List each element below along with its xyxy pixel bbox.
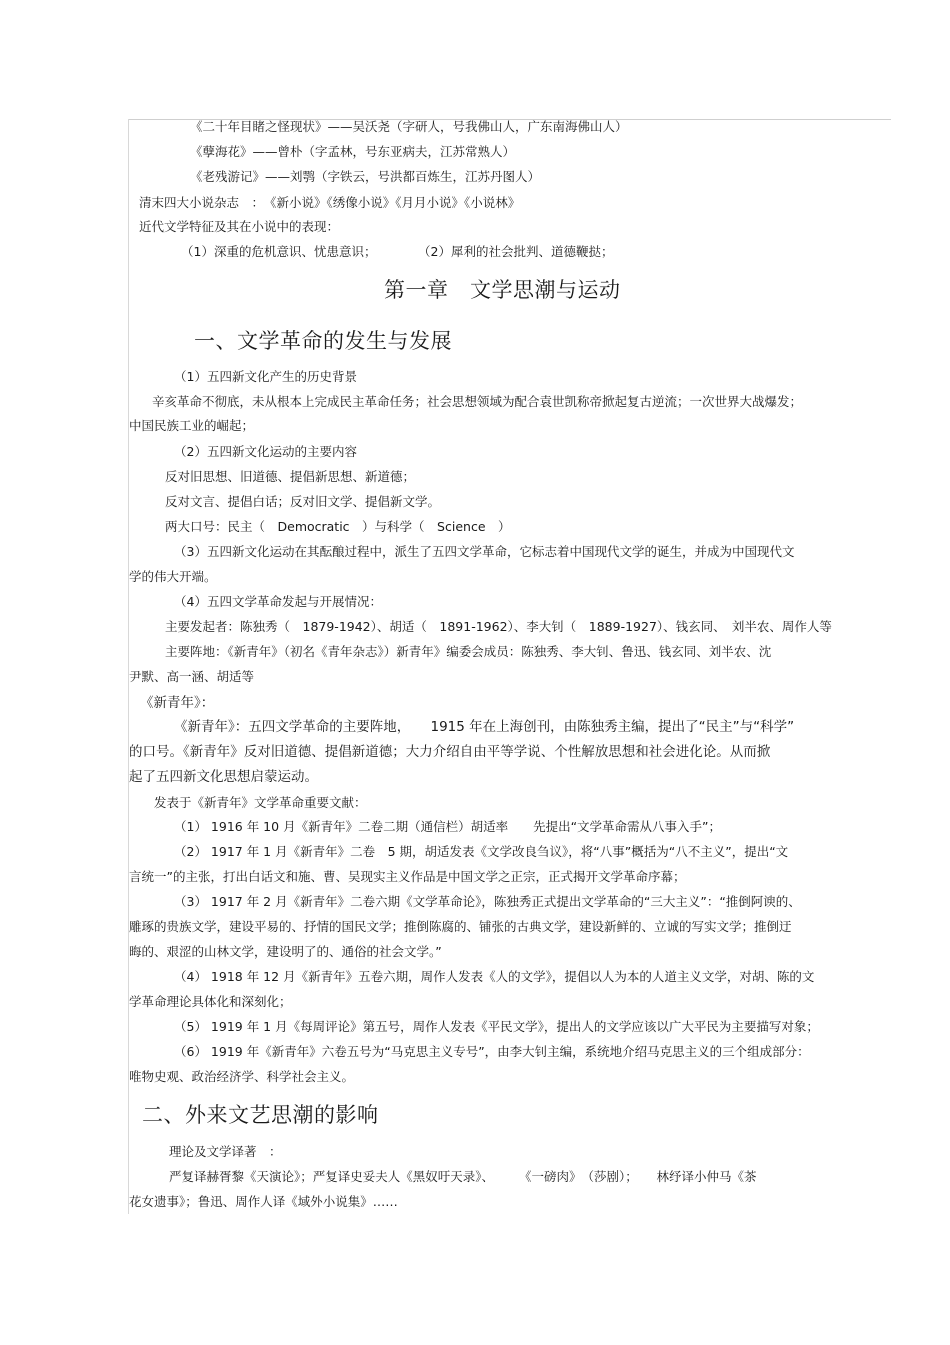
text-line: 《老残游记》——刘鹗（字铁云，号洪都百炼生，江苏丹图人） bbox=[190, 169, 541, 184]
text-line: （4） 1918 年 12 月《新青年》五卷六期，周作人发表《人的文学》，提倡以人为本的人道主义文学，对胡、陈的文 bbox=[174, 969, 815, 984]
text-line: 晦的、艰涩的山林文学，建设明了的、通俗的社会文学。” bbox=[129, 944, 442, 959]
text-line: （5） 1919 年 1 月《每周评论》第五号，周作人发表《平民文学》，提出人的文学应该以广大平民为主要描写对象； bbox=[174, 1019, 819, 1034]
text-line: 花女遗事》；鲁迅、周作人译《域外小说集》…… bbox=[129, 1194, 398, 1209]
text-line: 《孽海花》——曾朴（字孟林，号东亚病夫，江苏常熟人） bbox=[190, 144, 516, 159]
text-line: 的口号。《新青年》反对旧道德、提倡新道德；大力介绍自由平等学说、个性解放思想和社会进化论。从而掀 bbox=[129, 744, 771, 760]
text-line: 清末四大小说杂志 ： 《新小说》《绣像小说》《月月小说》《小说林》 bbox=[139, 195, 521, 210]
text-line: 严复译赫胥黎《天演论》；严复译史妥夫人《黑奴吁天录》、 《一磅肉》 （莎剧）； 林纾译小仲马《茶 bbox=[169, 1169, 757, 1184]
text-line: 学的伟大开端。 bbox=[129, 569, 217, 584]
text-line: 辛亥革命不彻底，未从根本上完成民主革命任务；社会思想领域为配合袁世凯称帝掀起复古逆流；一次世界大战爆发； bbox=[152, 394, 803, 409]
text-line: 中国民族工业的崛起； bbox=[129, 418, 255, 433]
text-line: 理论及文学译著 ： bbox=[169, 1144, 282, 1159]
text-line: 起了五四新文化思想启蒙运动。 bbox=[129, 769, 318, 785]
text-line: （1）深重的危机意识、忧患意识； bbox=[181, 244, 377, 259]
text-line: （4）五四文学革命发起与开展情况： bbox=[174, 594, 382, 609]
text-line: 主要发起者：陈独秀（ 1879-1942）、胡适（ 1891-1962）、李大钊（ 1889-1927）、钱玄同、 刘半农、周作人等 bbox=[165, 619, 832, 634]
text-line: 反对文言、提倡白话；反对旧文学、提倡新文学。 bbox=[165, 494, 441, 509]
left-margin-rule bbox=[128, 119, 129, 1214]
chapter-title: 第一章 文学思潮与运动 bbox=[384, 278, 621, 302]
text-line: 《新青年》：五四文学革命的主要阵地， 1915 年在上海创刊，由陈独秀主编，提出了“民主”与“科学” bbox=[174, 719, 795, 735]
text-line: （6） 1919 年《新青年》六卷五号为“马克思主义专号”，由李大钊主编，系统地介绍马克思主义的三个组成部分： bbox=[174, 1044, 810, 1059]
text-line: 学革命理论具体化和深刻化； bbox=[129, 994, 292, 1009]
text-line: 近代文学特征及其在小说中的表现： bbox=[139, 219, 340, 234]
text-line: 两大口号：民主（ Democratic ）与科学（ Science ） bbox=[165, 519, 511, 534]
text-line: 言统一”的主张，打出白话文和施、曹、吴现实主义作品是中国文学之正宗，正式揭开文学革命序幕； bbox=[129, 869, 686, 884]
text-line: 雕琢的贵族文学，建设平易的、抒情的国民文学；推倒陈腐的、铺张的古典文学，建设新鲜的、立诚的写实文学；推倒迂 bbox=[129, 919, 792, 934]
text-line: （1）五四新文化产生的历史背景 bbox=[174, 369, 357, 384]
text-line: （3） 1917 年 2 月《新青年》二卷六期《文学革命论》，陈独秀正式提出文学革命的“三大主义”：“推倒阿谀的、 bbox=[174, 894, 801, 909]
text-line: 反对旧思想、旧道德、提倡新思想、新道德； bbox=[165, 469, 416, 484]
text-line: 尹默、高一涵、胡适等 bbox=[129, 669, 255, 684]
text-line: 唯物史观、政治经济学、科学社会主义。 bbox=[129, 1069, 355, 1084]
text-line: （1） 1916 年 10 月《新青年》二卷二期（通信栏）胡适率 先提出“文学革命需从八事入手”； bbox=[174, 819, 722, 834]
text-line: 《二十年目睹之怪现状》——吴沃尧（字研人，号我佛山人，广东南海佛山人） bbox=[190, 119, 628, 134]
text-line: 《新青年》： bbox=[140, 695, 215, 711]
section-title: 一、文学革命的发生与发展 bbox=[194, 329, 452, 353]
text-line: 主要阵地：《新青年》（初名《青年杂志》）新青年》编委会成员：陈独秀、李大钊、鲁迅、钱玄同、刘半农、沈 bbox=[165, 644, 772, 659]
text-line: （3）五四新文化运动在其酝酿过程中，派生了五四文学革命，它标志着中国现代文学的诞生，并成为中国现代文 bbox=[174, 544, 795, 559]
text-line: （2） 1917 年 1 月《新青年》二卷 5 期，胡适发表《文学改良刍议》，将“八事”概括为“八不主义”，提出“文 bbox=[174, 844, 789, 859]
section-title: 二、外来文艺思潮的影响 bbox=[142, 1103, 379, 1127]
text-line: （2）五四新文化运动的主要内容 bbox=[174, 444, 357, 459]
text-line: 发表于《新青年》文学革命重要文献： bbox=[154, 795, 367, 810]
text-line: （2）犀利的社会批判、道德鞭挞； bbox=[418, 244, 614, 259]
